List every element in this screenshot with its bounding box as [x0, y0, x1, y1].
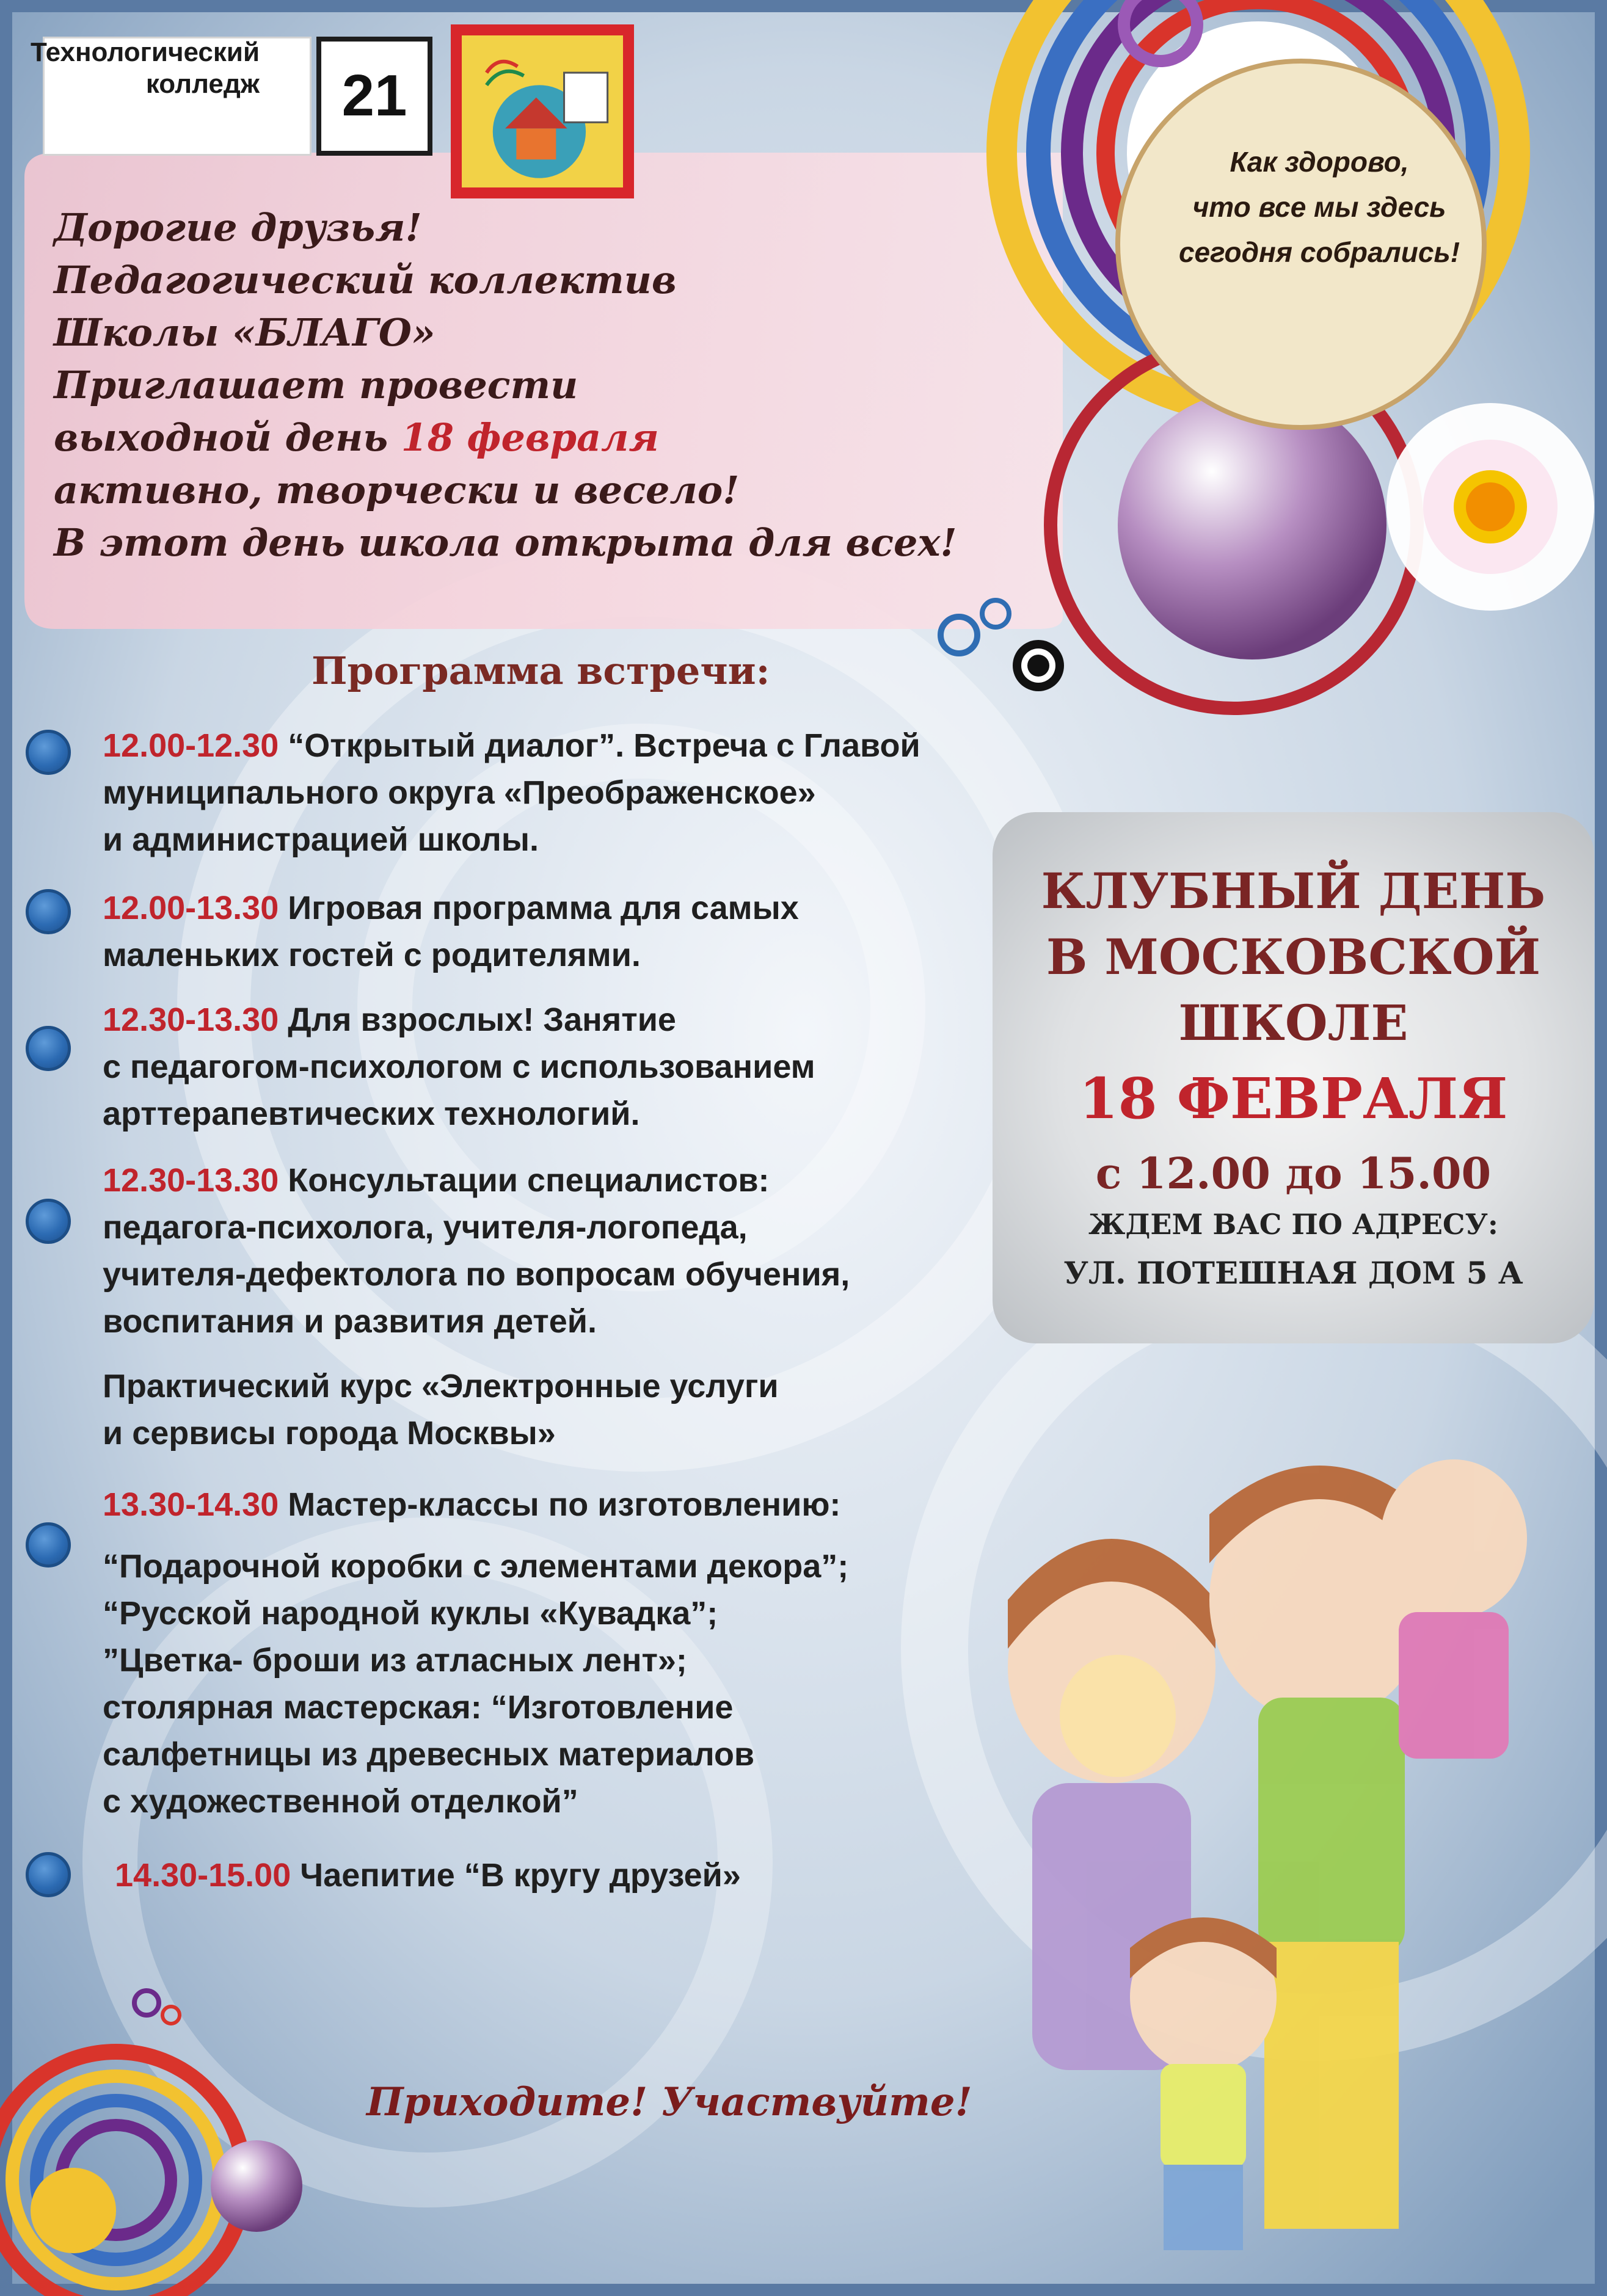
- item-text: учителя-дефектолога по вопросам обучения,: [103, 1256, 850, 1293]
- college-name-line-2: колледж: [145, 69, 260, 99]
- club-title-line-2: В МОСКОВСКОЙ: [1046, 928, 1541, 986]
- program-item-6: [103, 1481, 1019, 1528]
- greeting-line-2: Педагогический коллектив: [54, 258, 677, 302]
- club-day-time: с 12.00 до 15.00: [1095, 1148, 1492, 1199]
- item-text: Игровая программа для самых: [279, 890, 799, 926]
- item-text: ”Цветка- броши из атласных лент»;: [103, 1642, 687, 1679]
- program-item-1: [103, 722, 1019, 863]
- program-item-4: [103, 1157, 1019, 1345]
- item-text: воспитания и развития детей.: [103, 1303, 597, 1340]
- program-item-2: [103, 885, 1019, 979]
- program-title: Программа встречи:: [312, 648, 770, 693]
- item-time: 12.30-13.30: [103, 1162, 279, 1199]
- bullet-icon: [26, 1852, 71, 1897]
- item-text: Для взрослых! Занятие: [279, 1001, 676, 1038]
- slogan: [1148, 139, 1490, 275]
- bullet-icon: [26, 730, 71, 775]
- bullet-icon: [26, 1522, 71, 1568]
- slogan-line-3: сегодня собрались!: [1178, 236, 1460, 268]
- item-text: и администрацией школы.: [103, 821, 539, 858]
- college-number-badge: 21: [316, 37, 432, 156]
- greeting-line-3: Школы «БЛАГО»: [54, 310, 435, 355]
- item-text: с педагогом-психологом с использованием: [103, 1048, 815, 1085]
- greeting-line-4: Приглашает провести: [54, 363, 578, 407]
- item-text: “Открытый диалог”. Встреча с Главой: [279, 727, 920, 764]
- footer-call-to-action: Приходите! Участвуйте!: [366, 2079, 972, 2125]
- program-item-3: [103, 997, 1019, 1138]
- item-time: 12.00-13.30: [103, 890, 279, 926]
- bullet-icon: [26, 1199, 71, 1244]
- item-text: муниципального округа «Преображенское»: [103, 774, 816, 811]
- bullet-icon: [26, 889, 71, 934]
- item-text: и сервисы города Москвы»: [103, 1415, 556, 1451]
- greeting-line-5: [54, 412, 1062, 464]
- club-title-line-3: ШКОЛЕ: [1178, 994, 1408, 1052]
- item-text: “Подарочной коробки с элементами декора”;: [103, 1548, 849, 1585]
- school-emblem-icon: [451, 24, 634, 198]
- item-time: 13.30-14.30: [103, 1486, 279, 1523]
- slogan-line-1: Как здорово,: [1230, 146, 1409, 178]
- item-time: 12.30-13.30: [103, 1001, 279, 1038]
- greeting-line-5-prefix: выходной день: [54, 415, 401, 460]
- item-text: салфетницы из древесных материалов: [103, 1736, 755, 1773]
- item-text: педагога-психолога, учителя-логопеда,: [103, 1209, 748, 1246]
- college-name-line-1: Технологический: [30, 37, 260, 67]
- club-day-address: УЛ. ПОТЕШНАЯ ДОМ 5 А: [1063, 1255, 1523, 1291]
- club-day-date: 18 ФЕВРАЛЯ: [1079, 1066, 1508, 1132]
- greeting-line-7: В этот день школа открыта для всех!: [54, 520, 957, 565]
- program-item-5: [103, 1363, 1019, 1457]
- greeting-date: 18 февраля: [401, 415, 659, 460]
- item-text: “Русской народной куклы «Кувадка”;: [103, 1595, 718, 1632]
- bullet-icon: [26, 1026, 71, 1071]
- item-text: Мастер-классы по изготовлению:: [279, 1486, 841, 1523]
- program-item-8: [115, 1852, 1031, 1899]
- item-text: столярная мастерская: “Изготовление: [103, 1689, 734, 1726]
- club-day-title: [993, 858, 1594, 1056]
- item-text: Консультации специалистов:: [279, 1162, 770, 1199]
- item-text: арттерапевтических технологий.: [103, 1095, 640, 1132]
- item-time: 14.30-15.00: [115, 1857, 291, 1894]
- college-name: [3, 37, 260, 100]
- greeting-text: [54, 202, 1062, 569]
- item-text: с художественной отделкой”: [103, 1783, 578, 1820]
- club-title-line-1: КЛУБНЫЙ ДЕНЬ: [1041, 862, 1546, 920]
- item-time: 12.00-12.30: [103, 727, 279, 764]
- greeting-line-6: активно, творчески и весело!: [54, 468, 740, 512]
- greeting-line-1: Дорогие друзья!: [54, 205, 422, 250]
- item-text: маленьких гостей с родителями.: [103, 937, 641, 973]
- slogan-line-2: что все мы здесь: [1192, 191, 1446, 223]
- program-item-7: [103, 1543, 1019, 1825]
- item-text: Чаепитие “В кругу друзей»: [291, 1857, 741, 1894]
- item-text: Практический курс «Электронные услуги: [103, 1368, 779, 1404]
- club-day-invite: ЖДЕМ ВАС ПО АДРЕСУ:: [1088, 1208, 1498, 1241]
